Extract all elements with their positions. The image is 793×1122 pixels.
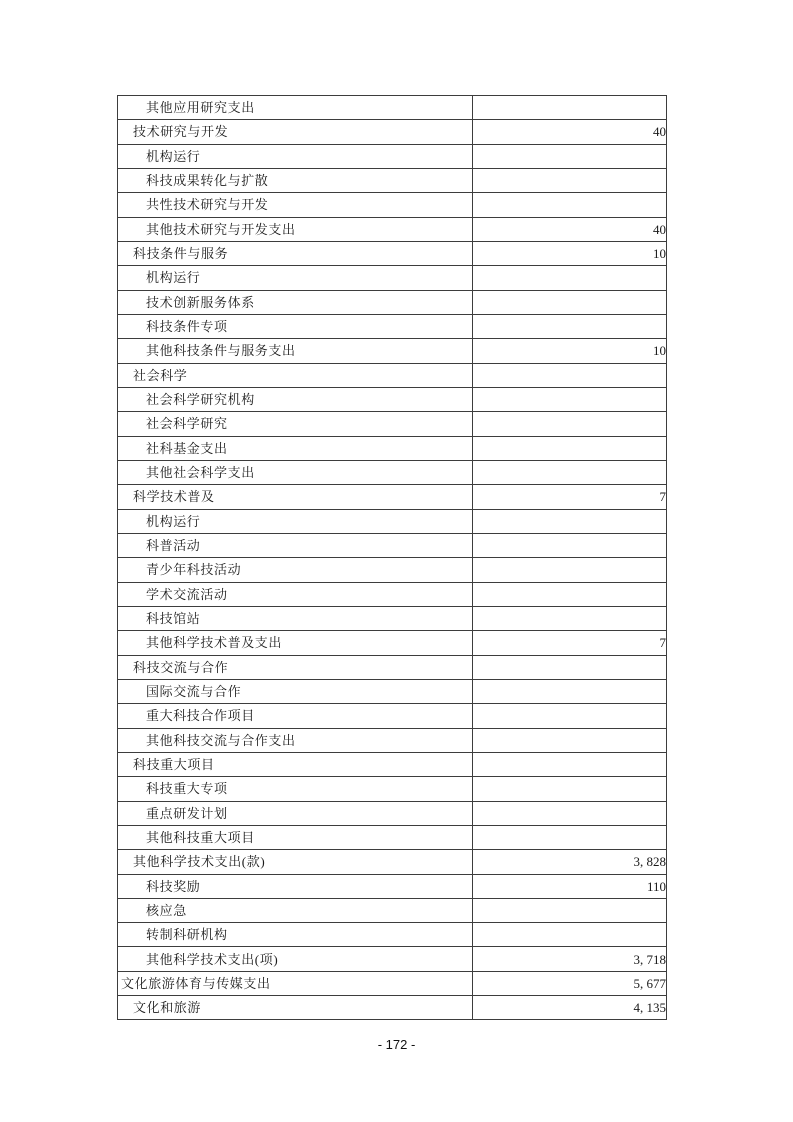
table-row xyxy=(118,168,667,192)
item-label: 机构运行 xyxy=(118,144,473,168)
item-label: 社会科学 xyxy=(118,363,473,387)
budget-expenditure-table xyxy=(117,95,667,1020)
table-row xyxy=(118,850,667,874)
table-row xyxy=(118,387,667,411)
table-row xyxy=(118,971,667,995)
table-row xyxy=(118,339,667,363)
item-label: 科技重大项目 xyxy=(118,752,473,776)
item-label: 科技成果转化与扩散 xyxy=(118,168,473,192)
item-value xyxy=(473,436,667,460)
budget-table-body xyxy=(118,96,667,1020)
item-label: 科技奖励 xyxy=(118,874,473,898)
item-value: 110 xyxy=(473,874,667,898)
item-value xyxy=(473,728,667,752)
item-label: 文化旅游体育与传媒支出 xyxy=(118,971,473,995)
item-label: 科技交流与合作 xyxy=(118,655,473,679)
item-value: 40 xyxy=(473,217,667,241)
item-value: 40 xyxy=(473,120,667,144)
item-label: 机构运行 xyxy=(118,266,473,290)
item-label: 技术创新服务体系 xyxy=(118,290,473,314)
item-label: 科普活动 xyxy=(118,533,473,557)
item-value xyxy=(473,266,667,290)
item-label: 转制科研机构 xyxy=(118,923,473,947)
item-value xyxy=(473,509,667,533)
item-label: 重点研发计划 xyxy=(118,801,473,825)
table-row xyxy=(118,801,667,825)
item-label: 社会科学研究 xyxy=(118,412,473,436)
item-value xyxy=(473,144,667,168)
table-row xyxy=(118,558,667,582)
table-row xyxy=(118,266,667,290)
item-value xyxy=(473,923,667,947)
table-row xyxy=(118,96,667,120)
item-label: 青少年科技活动 xyxy=(118,558,473,582)
item-label: 其他科技交流与合作支出 xyxy=(118,728,473,752)
item-label: 科技重大专项 xyxy=(118,777,473,801)
item-label: 文化和旅游 xyxy=(118,996,473,1020)
item-value xyxy=(473,314,667,338)
item-label: 共性技术研究与开发 xyxy=(118,193,473,217)
table-row xyxy=(118,947,667,971)
item-label: 核应急 xyxy=(118,898,473,922)
item-value xyxy=(473,193,667,217)
table-row xyxy=(118,655,667,679)
item-label: 重大科技合作项目 xyxy=(118,704,473,728)
item-value xyxy=(473,387,667,411)
item-value xyxy=(473,752,667,776)
item-label: 其他科技重大项目 xyxy=(118,825,473,849)
item-label: 其他科学技术支出(款) xyxy=(118,850,473,874)
item-label: 学术交流活动 xyxy=(118,582,473,606)
item-value: 10 xyxy=(473,241,667,265)
item-value: 10 xyxy=(473,339,667,363)
table-row xyxy=(118,363,667,387)
table-row xyxy=(118,606,667,630)
table-row xyxy=(118,120,667,144)
table-row xyxy=(118,728,667,752)
table-row xyxy=(118,460,667,484)
page-number: - 172 - xyxy=(377,1037,416,1052)
item-label: 科技馆站 xyxy=(118,606,473,630)
item-label: 科技条件专项 xyxy=(118,314,473,338)
table-row xyxy=(118,533,667,557)
item-value xyxy=(473,460,667,484)
item-value xyxy=(473,168,667,192)
item-label: 社科基金支出 xyxy=(118,436,473,460)
table-row xyxy=(118,679,667,703)
table-row xyxy=(118,241,667,265)
item-label: 其他科学技术普及支出 xyxy=(118,631,473,655)
item-value xyxy=(473,655,667,679)
item-label: 技术研究与开发 xyxy=(118,120,473,144)
item-label: 其他科学技术支出(项) xyxy=(118,947,473,971)
table-row xyxy=(118,582,667,606)
table-row xyxy=(118,923,667,947)
table-row xyxy=(118,412,667,436)
item-value: 4, 135 xyxy=(473,996,667,1020)
table-row xyxy=(118,996,667,1020)
item-value xyxy=(473,290,667,314)
item-value xyxy=(473,363,667,387)
item-label: 社会科学研究机构 xyxy=(118,387,473,411)
item-value xyxy=(473,606,667,630)
table-row xyxy=(118,898,667,922)
item-value xyxy=(473,898,667,922)
table-row xyxy=(118,777,667,801)
item-label: 其他应用研究支出 xyxy=(118,96,473,120)
item-value xyxy=(473,582,667,606)
table-row xyxy=(118,825,667,849)
table-row xyxy=(118,217,667,241)
item-value: 3, 828 xyxy=(473,850,667,874)
item-label: 其他技术研究与开发支出 xyxy=(118,217,473,241)
item-label: 其他科技条件与服务支出 xyxy=(118,339,473,363)
item-label: 机构运行 xyxy=(118,509,473,533)
table-row xyxy=(118,752,667,776)
item-value xyxy=(473,704,667,728)
table-row xyxy=(118,436,667,460)
table-row xyxy=(118,290,667,314)
table-row xyxy=(118,193,667,217)
item-value: 5, 677 xyxy=(473,971,667,995)
item-value: 7 xyxy=(473,485,667,509)
table-row xyxy=(118,144,667,168)
item-value xyxy=(473,801,667,825)
item-value xyxy=(473,96,667,120)
item-value xyxy=(473,825,667,849)
item-label: 科技条件与服务 xyxy=(118,241,473,265)
item-value xyxy=(473,558,667,582)
item-value xyxy=(473,679,667,703)
item-value: 3, 718 xyxy=(473,947,667,971)
table-row xyxy=(118,704,667,728)
table-row xyxy=(118,631,667,655)
table-row xyxy=(118,314,667,338)
item-value xyxy=(473,533,667,557)
item-label: 其他社会科学支出 xyxy=(118,460,473,484)
item-label: 科学技术普及 xyxy=(118,485,473,509)
item-value: 7 xyxy=(473,631,667,655)
table-row xyxy=(118,874,667,898)
table-row xyxy=(118,509,667,533)
item-value xyxy=(473,412,667,436)
item-value xyxy=(473,777,667,801)
item-label: 国际交流与合作 xyxy=(118,679,473,703)
table-row xyxy=(118,485,667,509)
